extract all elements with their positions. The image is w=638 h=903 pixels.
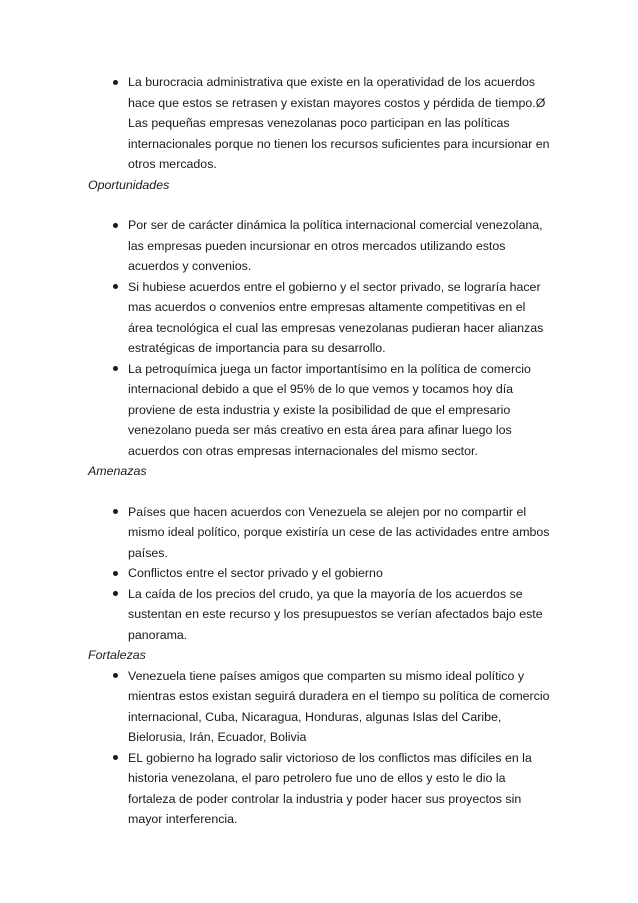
- list-item-text: La petroquímica juega un factor importantísimo en la política de comercio internacional debido a que el 95% de lo que vemos y tocamos hoy día proviene de esta industria y existe la posibilidad de que el empresario venezolano pueda ser más creativo en esta área para afinar luego los acuerdos con otras empresas internacionales del mismo sector.: [128, 361, 531, 458]
- list-item: [88, 277, 550, 359]
- list-item: [88, 666, 550, 748]
- list-item-text: Por ser de carácter dinámica la política internacional comercial venezolana, las empresas pueden incursionar en otros mercados utilizando estos acuerdos y convenios.: [128, 218, 543, 273]
- list-item: [88, 215, 550, 277]
- list-item-text: Países que hacen acuerdos con Venezuela se alejen por no compartir el mismo ideal político, porque existiría un cese de las actividades entre ambos países.: [128, 504, 550, 560]
- list-item-text: Si hubiese acuerdos entre el gobierno y el sector privado, se lograría hacer mas acuerdos o convenios entre empresas altamente competitivas en el área tecnológica el cual las empresas venezolanas pudieran hacer alianzas estratégicas de importancia para su desarrollo.: [128, 279, 544, 355]
- section-heading-oportunidades: Oportunidades: [88, 177, 170, 192]
- list-item: [88, 748, 550, 830]
- section-heading-amenazas: Amenazas: [88, 464, 147, 478]
- intro-bullet-list: [88, 72, 550, 175]
- list-item-text: EL gobierno ha logrado salir victorioso de los conflictos mas difíciles en la historia venezolana, el paro petrolero fue uno de ellos y esto le dio la fortaleza de poder controlar la industria y poder hacer sus proyectos sin mayor interferencia.: [128, 750, 532, 826]
- bullet-icon: [113, 591, 118, 596]
- list-item-text: Venezuela tiene países amigos que comparten su mismo ideal político y mientras estos existan seguirá duradera en el tiempo su política de comercio internacional, Cuba, Nicaragua, Honduras, algunas Islas del Caribe, Bielorusia, Irán, Ecuador, Bolivia: [128, 668, 550, 744]
- list-item: [88, 502, 550, 564]
- list-item: [88, 584, 550, 646]
- list-item-text: Conflictos entre el sector privado y el gobierno: [128, 566, 383, 580]
- bullet-icon: [113, 223, 118, 228]
- list-item: [88, 72, 550, 175]
- list-item-text: La caída de los precios del crudo, ya que la mayoría de los acuerdos se sustentan en este recurso y los presupuestos se verían afectados bajo este panorama.: [128, 586, 543, 642]
- list-item: [88, 563, 550, 584]
- bullet-icon: [113, 366, 118, 371]
- amenazas-bullet-list: [88, 502, 550, 646]
- list-item: [88, 359, 550, 462]
- document-body: [88, 72, 550, 830]
- list-item-text: La burocracia administrativa que existe en la operatividad de los acuerdos hace que estos se retrasen y existan mayores costos y pérdida de tiempo.Ø Las pequeñas empresas venezolanas poco participan en las políticas internacionales porque no tienen los recursos suficientes para incursionar en otros mercados.: [128, 75, 550, 171]
- bullet-icon: [113, 755, 118, 760]
- bullet-icon: [113, 571, 118, 576]
- bullet-icon: [113, 673, 118, 678]
- oportunidades-bullet-list: [88, 215, 550, 461]
- bullet-icon: [113, 80, 118, 85]
- section-heading-fortalezas: Fortalezas: [88, 648, 146, 662]
- bullet-icon: [113, 509, 118, 514]
- fortalezas-bullet-list: [88, 666, 550, 830]
- bullet-icon: [113, 284, 118, 289]
